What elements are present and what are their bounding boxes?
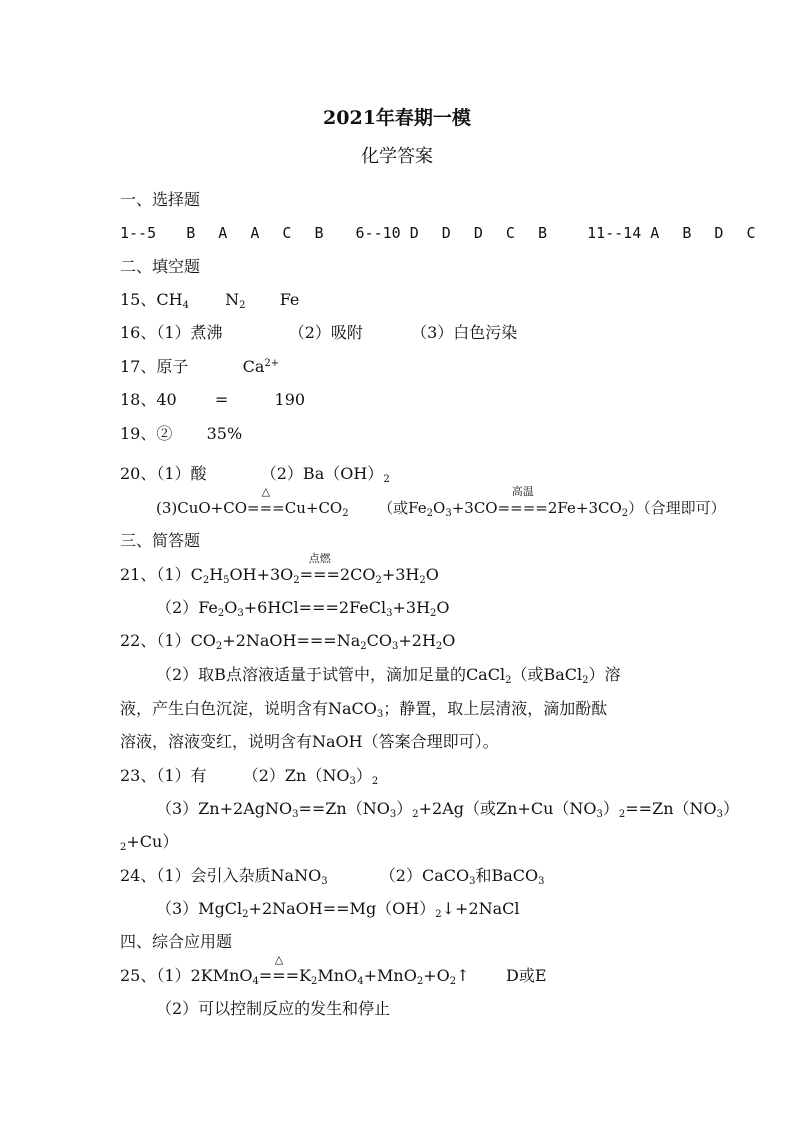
subscript: 4	[357, 976, 364, 987]
subscript: 2	[383, 474, 390, 485]
answer-text: Fe	[279, 290, 300, 309]
equation-text: CO	[190, 631, 216, 650]
subscript: 3	[292, 809, 299, 820]
choice-answer: D	[441, 224, 451, 242]
equation-text: ）	[723, 799, 740, 818]
equals-sign: ===	[258, 966, 300, 985]
answer-text: （或BaCl	[511, 665, 583, 684]
choice-answer: A	[650, 224, 660, 242]
equation-text: CO	[366, 631, 392, 650]
equation-text: +2NaOH==Mg（OH）	[248, 899, 436, 918]
equation-text: O	[425, 565, 439, 584]
equation-text: 2CO	[339, 565, 376, 584]
question-20	[120, 463, 390, 485]
subscript: 5	[223, 575, 230, 586]
answer-text: CH	[156, 290, 183, 309]
subscript: 3	[391, 641, 399, 652]
question-22-part-2-line-3: 溶液，溶液变红，说明含有NaOH（答案合理即可）。	[120, 732, 499, 751]
subscript: 2	[435, 909, 442, 920]
subscript: 3	[716, 809, 723, 820]
question-22-part-2-line-1	[156, 664, 621, 686]
superscript: 2+	[264, 358, 280, 369]
question-17	[120, 356, 279, 378]
answer-text: ②	[156, 424, 173, 443]
subscript: 3	[321, 876, 328, 887]
answer-text: （2）Ba（OH）	[260, 464, 384, 483]
equation-text: O	[442, 631, 456, 650]
choice-group-1-label: 1--5	[120, 224, 157, 242]
answer-text: （1）煮沸	[156, 323, 223, 342]
question-20-part-3	[156, 485, 726, 519]
reaction-condition	[258, 953, 300, 987]
subscript: 4	[252, 976, 259, 987]
answer-text: ）	[355, 766, 372, 785]
question-19	[120, 423, 242, 445]
equation-text: +3CO	[451, 499, 498, 517]
equals-sign: ====	[497, 499, 548, 517]
subscript: 2	[293, 575, 300, 586]
choice-group-3-label: 11--14	[587, 224, 642, 242]
equation-text: +6HCl===2FeCl	[243, 598, 387, 617]
equation-text: +O	[423, 966, 450, 985]
answer-text: 190	[274, 390, 306, 409]
equation-text: ）（合理即可）	[628, 499, 726, 517]
subscript: 4	[182, 300, 189, 311]
reaction-condition	[247, 485, 285, 519]
subscript: 3	[469, 876, 476, 887]
subscript: 3	[386, 608, 393, 619]
subscript: 2	[419, 575, 426, 586]
question-21-part-2	[156, 597, 450, 619]
equation-text: 2Fe+3CO	[547, 499, 622, 517]
subscript: 2	[342, 508, 349, 519]
equation-text: K	[299, 966, 312, 985]
question-number: 25、	[120, 966, 157, 985]
subscript: 3	[596, 809, 603, 820]
answer-text: =	[214, 390, 229, 409]
answer-text: ；静置，取上层清液，滴加酚酞	[383, 699, 608, 718]
subscript: 2	[416, 976, 424, 987]
answer-text: （1）有	[156, 766, 207, 785]
equals-sign: ===	[247, 499, 285, 517]
question-16	[120, 322, 517, 344]
equation-text: MnO	[317, 966, 358, 985]
section-fill: 二、填空题	[120, 257, 201, 276]
answer-text: （2）CaCO	[379, 866, 470, 885]
question-number: 17、	[120, 357, 157, 376]
heat-symbol: △	[274, 953, 284, 966]
answer-text: ）溶	[588, 665, 621, 684]
choice-answer: B	[537, 224, 547, 242]
question-15	[120, 289, 299, 311]
equation-text: C	[190, 565, 203, 584]
equation-text: O	[224, 598, 238, 617]
answer-text: 原子	[156, 357, 189, 376]
answer-text: （2）Zn（NO	[242, 766, 350, 785]
question-22-part-1	[120, 630, 455, 652]
question-23-part-3	[156, 798, 739, 820]
subscript: 2	[202, 575, 210, 586]
subscript: 2	[371, 776, 379, 787]
choice-answer: D	[714, 224, 724, 242]
subscript: 2	[217, 608, 225, 619]
question-number: 15、	[120, 290, 157, 309]
section-comprehensive: 四、综合应用题	[120, 932, 233, 951]
question-number: 20、	[120, 464, 157, 483]
question-23-part-3-cont	[120, 831, 178, 853]
subscript: 2	[215, 641, 223, 652]
question-18	[120, 389, 305, 411]
equation-text: Fe	[198, 598, 218, 617]
subscript: 3	[538, 876, 545, 887]
equation-text: (3)CuO+CO	[156, 499, 248, 517]
choice-answer: B	[186, 224, 196, 242]
equation-text: +2Ag（或Zn+Cu（NO	[418, 799, 597, 818]
equation-text: （3）Zn+2AgNO	[156, 799, 293, 818]
answer-text: （2）取B点溶液适量于试管中，滴加足量的CaCl	[156, 665, 506, 684]
subscript: 3	[445, 508, 452, 519]
subscript: 2	[120, 842, 127, 853]
subscript: 2	[242, 909, 249, 920]
choice-answers-row	[120, 222, 756, 244]
answer-text: （1）酸	[156, 464, 207, 483]
subscript: 2	[582, 675, 589, 686]
question-number: 24、	[120, 866, 157, 885]
answer-text: （3）白色污染	[411, 323, 518, 342]
question-25-part-1-answer: D或E	[506, 966, 547, 985]
equation-text: +2H	[398, 631, 436, 650]
answer-text: N	[225, 290, 240, 309]
subscript: 3	[237, 608, 244, 619]
subscript: 2	[311, 976, 318, 987]
choice-answer: A	[218, 224, 228, 242]
question-23-line-1	[120, 765, 378, 787]
answer-text: 35%	[206, 424, 243, 443]
equation-text: Cu+CO	[284, 499, 343, 517]
question-24-part-3	[156, 898, 520, 920]
equation-text: ↑	[456, 966, 470, 985]
reaction-condition	[299, 552, 340, 586]
equation-text: ）	[602, 799, 619, 818]
equation-text: H	[209, 565, 224, 584]
part-label: （1）	[156, 631, 191, 650]
equation-text: （3）MgCl	[156, 899, 243, 918]
answer-text: （1）会引入杂质NaNO	[156, 866, 322, 885]
part-label: （2）	[156, 598, 199, 617]
question-number: 16、	[120, 323, 157, 342]
answer-text: 和BaCO	[475, 866, 539, 885]
subscript: 3	[389, 809, 397, 820]
subscript: 2	[375, 575, 382, 586]
condition-label: 高温	[511, 485, 534, 498]
question-21-part-1	[120, 552, 439, 586]
subscript: 3	[349, 776, 356, 787]
choice-answer: B	[314, 224, 324, 242]
section-choice: 一、选择题	[120, 190, 201, 209]
subscript: 2	[239, 300, 246, 311]
subscript: 2	[449, 976, 457, 987]
equation-text: +3H	[381, 565, 420, 584]
subscript: 2	[426, 508, 434, 519]
equation-text: O	[433, 499, 446, 517]
subscript: 2	[412, 809, 419, 820]
equation-text: O	[436, 598, 450, 617]
answer-text: 40	[156, 390, 177, 409]
question-number: 23、	[120, 766, 157, 785]
heat-symbol: △	[261, 485, 271, 498]
equals-sign: ===	[299, 565, 340, 584]
subscript: 2	[435, 641, 443, 652]
subscript: 2	[621, 508, 629, 519]
reaction-condition	[497, 485, 548, 519]
equation-text: （或Fe	[378, 499, 427, 517]
equation-text: ↓+2NaCl	[441, 899, 520, 918]
subscript: 2	[430, 608, 437, 619]
equation-text: +MnO	[363, 966, 417, 985]
choice-group-2-label: 6--10	[355, 224, 401, 242]
answer-text: 液，产生白色沉淀，说明含有NaCO	[120, 699, 377, 718]
question-number: 18、	[120, 390, 157, 409]
part-label: （1）	[156, 565, 191, 584]
equation-text: ）	[396, 799, 413, 818]
page-title: 2021年春期一模	[323, 107, 471, 129]
choice-answer: D	[409, 224, 419, 242]
choice-answer: C	[746, 224, 756, 242]
question-number: 21、	[120, 565, 157, 584]
choice-answer: B	[682, 224, 692, 242]
equation-text: +3H	[392, 598, 431, 617]
equation-text: （1）2KMnO	[156, 966, 253, 985]
question-25-part-1	[120, 953, 470, 987]
question-number: 19、	[120, 424, 157, 443]
question-24-line-1	[120, 865, 545, 887]
equation-text: ==Zn（NO	[298, 799, 390, 818]
subscript: 2	[618, 809, 626, 820]
question-22-part-2-line-2	[120, 698, 607, 720]
choice-answer: C	[282, 224, 292, 242]
question-number: 22、	[120, 631, 157, 650]
equation-text: +2NaOH===Na	[222, 631, 361, 650]
answer-text: （2）吸附	[288, 323, 363, 342]
equation-text: ==Zn（NO	[625, 799, 717, 818]
condition-label: 点燃	[308, 552, 331, 565]
page-subtitle: 化学答案	[361, 146, 433, 167]
choice-answer: A	[250, 224, 260, 242]
question-25-part-2: （2）可以控制反应的发生和停止	[156, 999, 391, 1018]
choice-answer: D	[473, 224, 483, 242]
choice-answer: C	[505, 224, 515, 242]
answer-text: Ca	[242, 357, 265, 376]
subscript: 2	[505, 675, 512, 686]
subscript: 3	[376, 709, 384, 720]
equation-text: OH+3O	[229, 565, 294, 584]
subscript: 2	[360, 641, 367, 652]
section-short-answer: 三、简答题	[120, 531, 201, 550]
equation-text: +Cu）	[126, 832, 179, 851]
